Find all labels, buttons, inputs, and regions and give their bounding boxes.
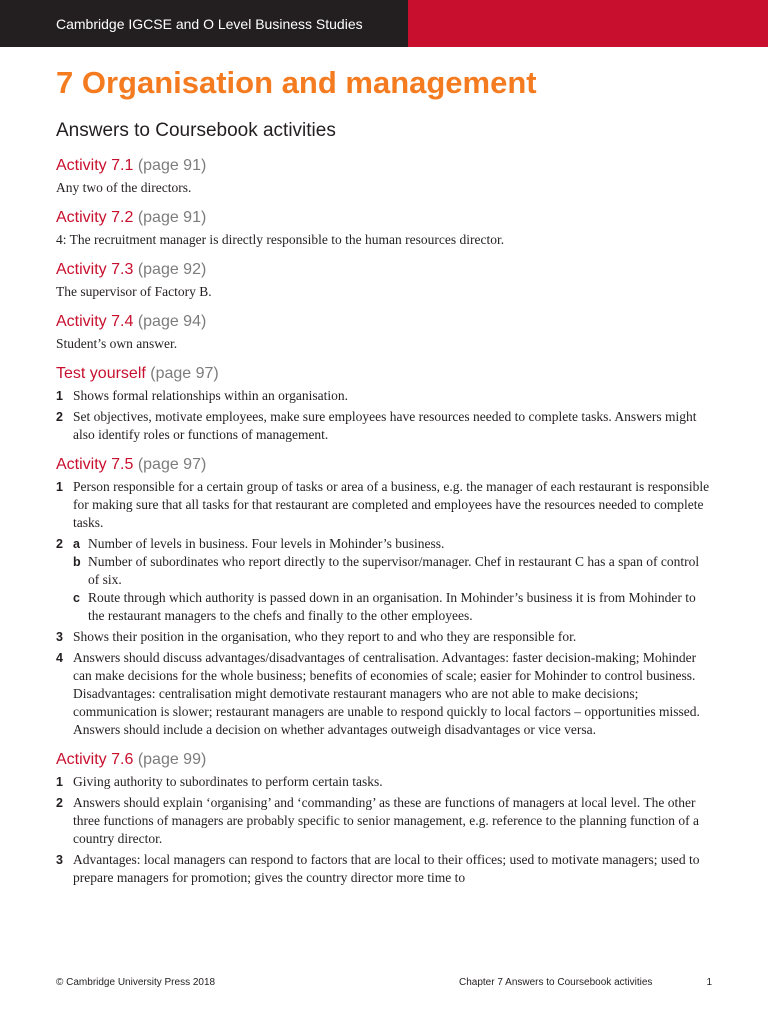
page-subtitle: Answers to Coursebook activities — [56, 120, 336, 141]
list-item — [56, 851, 712, 887]
section-heading — [56, 260, 712, 280]
item-text: Advantages: local managers can respond to factors that are local to their offices; used to motivate managers; used to prepare managers for promotion; gives the country director more time to — [73, 852, 700, 885]
sub-item — [73, 553, 712, 589]
header-bar — [0, 0, 768, 47]
answer-text: 4: The recruitment manager is directly responsible to the human resources director. — [56, 232, 505, 247]
list-item — [56, 535, 712, 625]
section-heading — [56, 156, 712, 176]
activity-7-3-section — [56, 260, 712, 301]
page-reference: (page 94) — [137, 313, 207, 330]
test-yourself-section — [56, 364, 712, 444]
list-item — [56, 387, 712, 405]
copyright-text: © Cambridge University Press 2018 — [56, 977, 216, 988]
activity-title: Activity 7.2 — [56, 209, 134, 226]
answer-list — [56, 387, 712, 444]
sub-item-text: Route through which authority is passed down in an organisation. In Mohinder’s business it is from Mohinder to the restaurant managers to the chefs and finally to the other employees. — [88, 590, 696, 623]
activity-title: Activity 7.5 — [56, 456, 134, 473]
footer-chapter: Chapter 7 Answers to Coursebook activities — [459, 977, 653, 988]
item-text: Set objectives, motivate employees, make sure employees have resources needed to complete tasks. Answers might also identify roles or functions of management. — [73, 409, 697, 442]
page-reference: (page 91) — [137, 209, 207, 226]
item-text: Answers should explain ‘organising’ and ‘commanding’ as these are functions of managers at local level. The other three functions of managers are probably specific to senior management, e.g. reference to the planning function of a country director. — [73, 795, 700, 846]
activity-title: Activity 7.4 — [56, 313, 134, 330]
item-text: Answers should discuss advantages/disadvantages of centralisation. Advantages: faster decision-making; Mohinder can make decisions for the whole business; benefits of economies of scale; easier for Mohinder to control business. Disadvantages: centralisation might demotivate restaurant managers who are not able to make decisions; communication is slower; restaurant managers are unable to respond quickly to local factors – opportunities missed. Answers should include a decision on whether advantages outweigh disadvantages or vice versa. — [73, 650, 700, 737]
activity-7-2-section — [56, 208, 712, 249]
activity-title: Activity 7.3 — [56, 261, 134, 278]
page-footer — [56, 977, 712, 991]
answer-list — [56, 478, 712, 739]
page-reference: (page 92) — [137, 261, 207, 278]
page-reference: (page 97) — [137, 456, 207, 473]
header-accent — [408, 0, 768, 47]
list-item — [56, 649, 712, 739]
activity-title: Activity 7.1 — [56, 157, 134, 174]
header-title: Cambridge IGCSE and O Level Business Studies — [0, 0, 408, 47]
page-reference: (page 99) — [137, 751, 207, 768]
page-number: 1 — [706, 977, 712, 988]
answer-text: Any two of the directors. — [56, 180, 192, 195]
list-item — [56, 628, 712, 646]
item-text: Person responsible for a certain group of tasks or area of a business, e.g. the manager of each restaurant is responsible for making sure that all tasks for that restaurant are completed and employees have the resources needed to complete tasks. — [73, 479, 710, 530]
list-item — [56, 478, 712, 532]
activity-7-6-section — [56, 750, 712, 887]
section-heading — [56, 312, 712, 332]
chapter-title: 7 Organisation and management — [56, 65, 537, 100]
list-item — [56, 408, 712, 444]
item-number: 2 — [56, 410, 63, 424]
sub-item-text: Number of levels in business. Four levels in Mohinder’s business. — [88, 536, 445, 551]
item-number: 2 — [56, 537, 63, 551]
sub-list — [73, 535, 712, 625]
section-heading — [56, 455, 712, 475]
item-number: 2 — [56, 796, 63, 810]
activity-7-5-section — [56, 455, 712, 739]
section-heading — [56, 208, 712, 228]
item-number: 3 — [56, 853, 63, 867]
activity-title: Test yourself — [56, 365, 146, 382]
item-number: 3 — [56, 630, 63, 644]
activity-title: Activity 7.6 — [56, 751, 134, 768]
sub-item-letter: b — [73, 555, 81, 569]
list-item — [56, 794, 712, 848]
section-heading — [56, 750, 712, 770]
page-reference: (page 97) — [150, 365, 219, 382]
answer-text: Student’s own answer. — [56, 336, 178, 351]
sub-item-text: Number of subordinates who report directly to the supervisor/manager. Chef in restaurant C has a span of control of six. — [88, 554, 700, 587]
section-heading — [56, 364, 712, 384]
sub-item-letter: c — [73, 591, 80, 605]
answer-list — [56, 773, 712, 887]
item-text: Giving authority to subordinates to perform certain tasks. — [73, 774, 383, 789]
sub-item — [73, 589, 712, 625]
page-content — [56, 62, 712, 898]
item-number: 1 — [56, 389, 63, 403]
item-number: 1 — [56, 480, 63, 494]
activity-7-1-section — [56, 156, 712, 197]
sub-item — [73, 535, 712, 553]
activity-7-4-section — [56, 312, 712, 353]
item-number: 4 — [56, 651, 63, 665]
item-text: Shows formal relationships within an organisation. — [73, 388, 348, 403]
page-reference: (page 91) — [137, 157, 207, 174]
item-number: 1 — [56, 775, 63, 789]
list-item — [56, 773, 712, 791]
item-text: Shows their position in the organisation, who they report to and who they are responsible for. — [73, 629, 577, 644]
answer-text: The supervisor of Factory B. — [56, 284, 212, 299]
sub-item-letter: a — [73, 537, 80, 551]
